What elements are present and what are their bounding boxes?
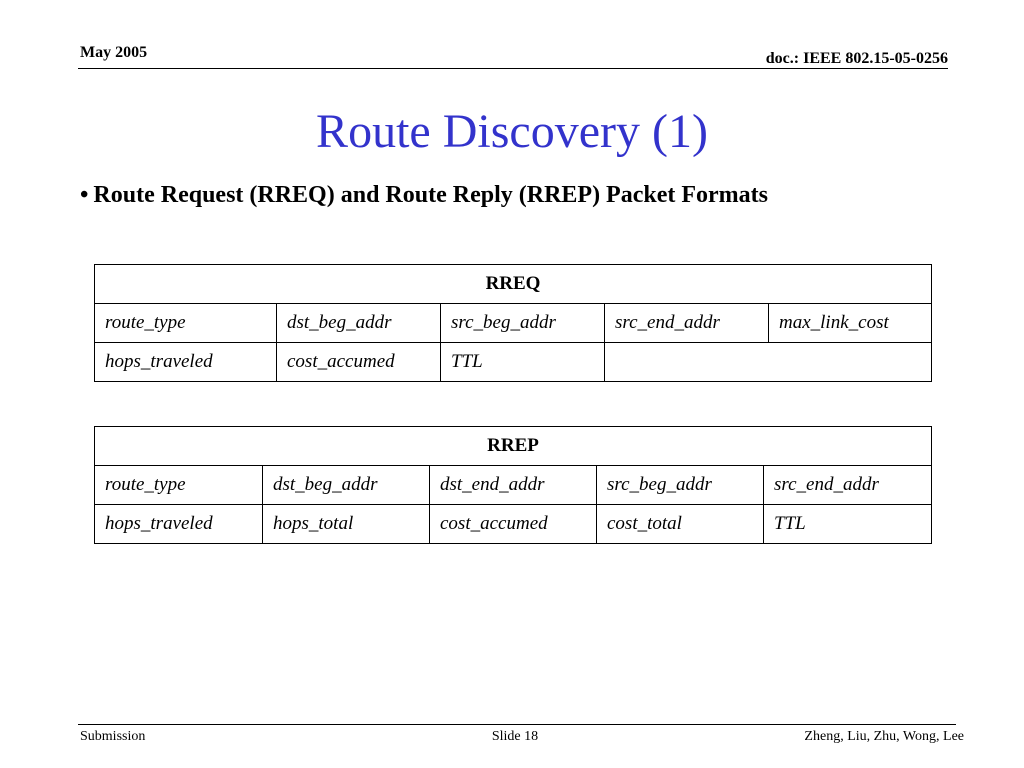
table-cell: dst_beg_addr <box>277 304 441 343</box>
table-cell: cost_accumed <box>430 505 597 544</box>
table-cell: dst_beg_addr <box>263 466 430 505</box>
footer-authors: Zheng, Liu, Zhu, Wong, Lee <box>804 729 964 744</box>
table-cell: cost_total <box>597 505 764 544</box>
table-cell: route_type <box>95 304 277 343</box>
table-row <box>95 466 932 505</box>
table-cell-empty <box>605 343 932 382</box>
bullet-point <box>80 182 768 209</box>
table-cell: src_beg_addr <box>597 466 764 505</box>
rreq-table <box>94 264 932 382</box>
table-cell: hops_total <box>263 505 430 544</box>
table-row <box>95 427 932 466</box>
table-cell: TTL <box>441 343 605 382</box>
header-date: May 2005 <box>80 44 148 61</box>
table-cell: src_beg_addr <box>441 304 605 343</box>
table-cell: dst_end_addr <box>430 466 597 505</box>
footer-slide-number: Slide 18 <box>491 729 539 744</box>
table-cell: hops_traveled <box>95 343 277 382</box>
rrep-table <box>94 426 932 544</box>
table-cell: TTL <box>764 505 932 544</box>
table-row <box>95 505 932 544</box>
slide-title: Route Discovery (1) <box>316 105 708 158</box>
footer-divider <box>78 724 956 725</box>
header-doc-id: doc.: IEEE 802.15-05-0256 <box>765 50 948 67</box>
header-divider <box>78 68 948 69</box>
table-cell: src_end_addr <box>605 304 769 343</box>
bullet-icon: • <box>80 182 89 208</box>
table-cell: hops_traveled <box>95 505 263 544</box>
rreq-heading: RREQ <box>95 265 932 304</box>
bullet-text: Route Request (RREQ) and Route Reply (RREP) Packet Formats <box>93 182 768 208</box>
footer-submission: Submission <box>80 729 146 744</box>
table-row <box>95 343 932 382</box>
table-cell: route_type <box>95 466 263 505</box>
table-cell: src_end_addr <box>764 466 932 505</box>
table-cell: cost_accumed <box>277 343 441 382</box>
rrep-heading: RREP <box>95 427 932 466</box>
table-row <box>95 265 932 304</box>
table-row <box>95 304 932 343</box>
table-cell: max_link_cost <box>769 304 932 343</box>
